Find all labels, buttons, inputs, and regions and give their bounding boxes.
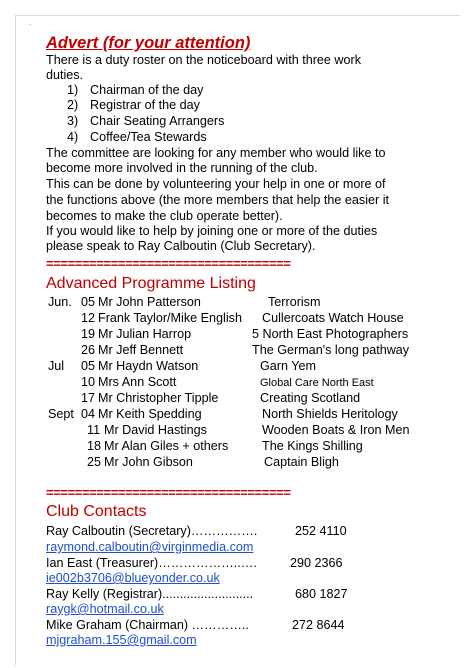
programme-speaker: Frank Taylor/Mike English bbox=[98, 311, 242, 325]
contact-name: Mike Graham (Chairman) ………….. bbox=[46, 618, 249, 632]
contacts-heading: Club Contacts bbox=[46, 503, 147, 520]
contact-phone: 290 2366 bbox=[290, 556, 343, 570]
programme-topic: Global Care North East bbox=[260, 377, 374, 389]
programme-topic: The Kings Shilling bbox=[262, 439, 363, 453]
programme-topic: Captain Bligh bbox=[264, 455, 339, 469]
contact-email-link[interactable]: raymond.calboutin@virginmedia.com bbox=[46, 540, 254, 554]
programme-day: 05 bbox=[81, 359, 96, 373]
programme-day: 17 bbox=[81, 391, 96, 405]
advert-body-line: The committee are looking for any member who would like to bbox=[46, 146, 386, 160]
programme-month: Jul bbox=[48, 359, 65, 373]
page-marker: - bbox=[29, 20, 32, 29]
duty-text: Chair Seating Arrangers bbox=[90, 114, 225, 128]
programme-day: 10 bbox=[81, 375, 96, 389]
advert-body-line: please speak to Ray Calboutin (Club Secretary). bbox=[46, 239, 316, 253]
programme-day: 19 bbox=[81, 327, 96, 341]
contact-phone: 252 4110 bbox=[295, 524, 347, 538]
advert-body-line: the functions above (the more members that help the easier it bbox=[46, 193, 390, 207]
programme-speaker: Mr Christopher Tipple bbox=[98, 391, 219, 405]
advert-intro-1: There is a duty roster on the noticeboard with three work bbox=[46, 53, 362, 67]
contact-email-link[interactable]: raygk@hotmail.co.uk bbox=[46, 602, 164, 616]
advert-body-line: become more involved in the running of the club. bbox=[46, 161, 318, 175]
advert-heading: Advert (for your attention) bbox=[46, 34, 251, 52]
advert-intro-2: duties. bbox=[46, 68, 84, 82]
duty-text: Chairman of the day bbox=[90, 83, 204, 97]
contact-name: Ray Kelly (Registrar).......................... bbox=[46, 587, 254, 601]
programme-speaker: Mr John Patterson bbox=[98, 295, 201, 309]
advert-body-line: If you would like to help by joining one or more of the duties bbox=[46, 224, 378, 238]
programme-speaker: Mr Jeff Bennett bbox=[98, 343, 184, 357]
contact-phone: 272 8644 bbox=[292, 618, 345, 632]
programme-speaker: Mr Alan Giles + others bbox=[104, 439, 229, 453]
duty-number: 4) bbox=[67, 130, 79, 144]
contact-phone: 680 1827 bbox=[295, 587, 348, 601]
programme-day: 04 bbox=[81, 407, 96, 421]
programme-speaker: Mr Julian Harrop bbox=[98, 327, 192, 341]
duty-text: Coffee/Tea Stewards bbox=[90, 130, 207, 144]
programme-month: Sept bbox=[48, 407, 74, 421]
duty-text: Registrar of the day bbox=[90, 98, 200, 112]
advert-body-line: becomes to make the club operate better). bbox=[46, 209, 283, 223]
programme-topic: 5 North East Photographers bbox=[252, 327, 409, 341]
separator: ================================== bbox=[46, 485, 291, 500]
duty-number: 1) bbox=[67, 83, 79, 97]
programme-day: 11 bbox=[87, 423, 101, 437]
programme-day: 05 bbox=[81, 295, 96, 309]
programme-day: 25 bbox=[87, 455, 102, 469]
programme-speaker: Mrs Ann Scott bbox=[98, 375, 177, 389]
programme-topic: North Shields Heritology bbox=[262, 407, 398, 421]
programme-speaker: Mr Haydn Watson bbox=[98, 359, 199, 373]
programme-topic: Wooden Boats & Iron Men bbox=[262, 423, 410, 437]
programme-topic: Cullercoats Watch House bbox=[262, 311, 404, 325]
programme-day: 12 bbox=[81, 311, 96, 325]
programme-speaker: Mr John Gibson bbox=[104, 455, 193, 469]
programme-topic: The German's long pathway bbox=[252, 343, 410, 357]
programme-topic: Terrorism bbox=[268, 295, 321, 309]
programme-heading: Advanced Programme Listing bbox=[46, 275, 256, 292]
contact-name: Ian East (Treasurer)………………..…. bbox=[46, 556, 257, 570]
programme-speaker: Mr Keith Spedding bbox=[98, 407, 202, 421]
separator: ================================== bbox=[46, 256, 291, 271]
programme-month: Jun. bbox=[48, 295, 72, 309]
programme-speaker: Mr David Hastings bbox=[104, 423, 207, 437]
contact-email-link[interactable]: ie002b3706@blueyonder.co.uk bbox=[46, 571, 220, 585]
duty-number: 2) bbox=[67, 98, 79, 112]
duty-number: 3) bbox=[67, 114, 79, 128]
contact-name: Ray Calboutin (Secretary)……………. bbox=[46, 524, 258, 538]
programme-topic: Garn Yem bbox=[260, 359, 317, 373]
programme-day: 18 bbox=[87, 439, 102, 453]
contact-email-link[interactable]: mjgraham.155@gmail.com bbox=[46, 633, 197, 647]
programme-day: 26 bbox=[81, 343, 96, 357]
programme-topic: Creating Scotland bbox=[260, 391, 361, 405]
advert-body-line: This can be done by volunteering your help in one or more of bbox=[46, 177, 386, 191]
